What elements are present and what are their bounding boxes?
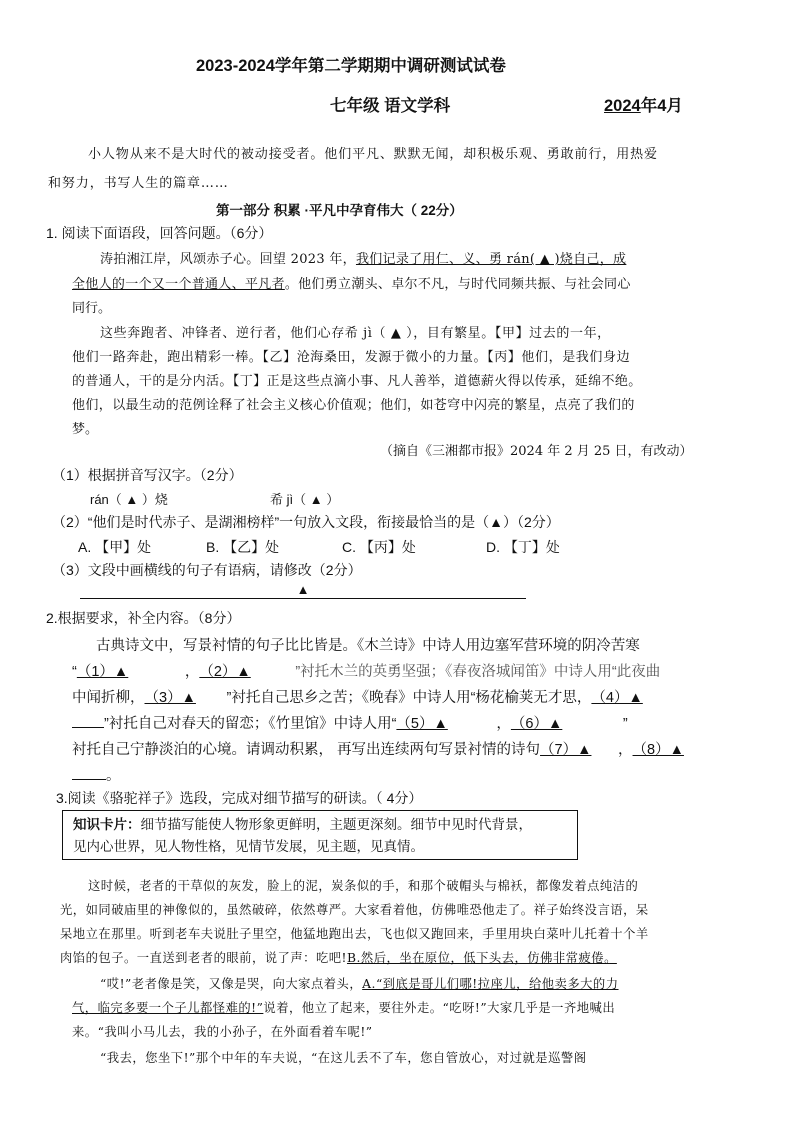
- q1-p2-line3: 的普通人，干的是分内活。【丁】正是这些点滴小事、凡人善举，道德薪火得以传承，延绵不绝。: [72, 374, 642, 389]
- q1-option-b: B. 【乙】处: [206, 539, 280, 555]
- q1-p2-line5: 梦。: [72, 422, 99, 437]
- q1-sub1: （1）根据拼音写汉字。（2分）: [52, 467, 243, 483]
- q1-p1-text2: 。他们勇立潮头、卓尔不凡，与时代同频共振、与社会同心: [284, 277, 631, 292]
- q2-line2: “（1）▲ ，（2）▲ ”衬托木兰的英勇坚强；《春夜洛城闻笛》中诗人用“此夜曲: [72, 660, 660, 681]
- q2-line3: [72, 686, 663, 707]
- q1-sub1-a: rán（ ▲ ）烧: [90, 492, 168, 507]
- q2-blank-1[interactable]: （1）▲: [76, 664, 129, 680]
- q3-t1-line4: [60, 948, 617, 966]
- part1-heading: 第一部分 积累 ·平凡中孕育伟大（ 22分）: [216, 203, 463, 218]
- q2-stem: 2.根据要求，补全内容。（8分）: [46, 610, 241, 626]
- knowledge-card-text1: 细节描写能使人物形象更鲜明，主题更深刻。细节中见时代背景，: [140, 817, 532, 832]
- q2-blank-8[interactable]: （8）▲: [632, 742, 684, 758]
- q2-blank-4[interactable]: （4）▲: [591, 690, 643, 706]
- intro-line-2: 和努力，书写人生的篇章……: [48, 176, 229, 191]
- q2-line4: ”衬托自己对春天的留恋；《竹里馆》中诗人用“（5）▲ ，（6）▲ ”: [72, 712, 628, 733]
- knowledge-card-line1: [73, 814, 567, 836]
- q2-line5-a: 衬托自己宁静淡泊的心境。请调动积累， 再写出连续两句写景衬情的诗句: [72, 742, 541, 758]
- q1-option-c: C. 【丙】处: [342, 539, 416, 555]
- q2-line5: 衬托自己宁静淡泊的心境。请调动积累， 再写出连续两句写景衬情的诗句（7）▲ ，（8）▲: [72, 738, 691, 759]
- q2-blank-7[interactable]: （7）▲: [540, 742, 592, 758]
- q3-sentence-a-cont: 气，临完多要一个子儿都怪难的!”: [72, 1001, 264, 1015]
- q3-t1-line4-a: 肉馅的包子。一直送到老者的眼前，说了声：吃吧!: [60, 951, 347, 965]
- q1-p2-line1: 这些奔跑者、冲锋者、逆行者，他们心存希 jì（ ▲ ），目有繁星。【甲】过去的一年，: [100, 326, 611, 341]
- q1-p1-line2: [72, 273, 631, 292]
- q1-p2-line2: 他们一路奔赴，跑出精彩一棒。【乙】沧海桑田，发源于微小的力量。【丙】他们，是我们身边: [72, 350, 631, 365]
- grade-subject: 七年级 语文学科: [330, 97, 451, 115]
- q3-t1-line3: 呆地立在那里。听到老车夫说肚子里空，他猛地跑出去，飞也似又跑回来，手里用块白菜叶儿托着十个羊: [60, 927, 649, 941]
- q2-blank-8-cont[interactable]: [72, 765, 106, 780]
- q2-line3-a: 中闻折柳，: [72, 690, 145, 706]
- q1-stem: 1. 阅读下面语段，回答问题。（6分）: [46, 225, 273, 241]
- q2-blank-4-cont[interactable]: [72, 713, 104, 728]
- q1-p1-text: 涛拍湘江岸，风颂赤子心。回望 2023 年，: [100, 252, 356, 267]
- q1-source: （摘自《三湘都市报》2024 年 2 月 25 日，有改动）: [380, 444, 693, 459]
- q1-p2-line4: 他们，以最生动的范例诠释了社会主义核心价值观；他们，如苍穹中闪亮的繁星，点亮了我们的: [72, 398, 635, 413]
- q3-t1-line2: 光，如同破庙里的神像似的，虽然破碎，依然尊严。大家看着他，仿佛唯恐他走了。祥子始终没言语，呆: [60, 903, 649, 917]
- q3-t2-line3: 来。“我叫小马儿去，我的小孙子，在外面看着车呢!”: [72, 1025, 373, 1039]
- q1-underlined-sentence-b: 全他人的一个又一个普通人、平凡者: [72, 277, 285, 292]
- q3-t2-line1: [100, 974, 619, 992]
- q2-blank-5[interactable]: （5）▲: [396, 716, 448, 732]
- q1-sub1-b: 希 jì（ ▲ ）: [270, 492, 340, 507]
- q3-sentence-a: A.“到底是哥儿们哪!拉座儿，给他卖多大的力: [362, 977, 619, 991]
- exam-title: 2023-2024学年第二学期期中调研测试试卷: [196, 57, 506, 75]
- q1-sub3-answer-line[interactable]: [80, 582, 526, 599]
- q3-t1-line1: 这时候，老者的干草似的灰发，脸上的泥，炭条似的手，和那个破帽头与棉袄，都像发着点纯洁的: [88, 879, 639, 893]
- q3-t2-line2-b: 说着，他立了起来，要往外走。“吃呀!”大家几乎是一齐地喊出: [263, 1001, 616, 1015]
- q2-line1: 古典诗文中，写景衬情的句子比比皆是。《木兰诗》中诗人用边塞军营环境的阴冷苦寒: [96, 638, 640, 654]
- q1-option-d: D. 【丁】处: [486, 539, 560, 555]
- q2-line6: 。: [72, 764, 121, 785]
- q1-underlined-sentence-a: 我们记录了用仁、义、勇 rán( ▲ )烧自己，成: [355, 252, 627, 267]
- q1-p1-line1: [100, 248, 626, 267]
- q3-sentence-b: B.然后，坐在原位，低下头去，仿佛非常疲倦。: [346, 951, 617, 965]
- answer-marker: ▲: [296, 582, 310, 597]
- q2-line2-text: ”衬托木兰的英勇坚强；《春夜洛城闻笛》中诗人用“此夜曲: [295, 664, 661, 680]
- date-rest: 年4月: [640, 97, 683, 115]
- q2-blank-6[interactable]: （6）▲: [510, 716, 563, 732]
- exam-date: [604, 92, 683, 116]
- q3-t3-line1: “我去，您坐下!”那个中年的车夫说，“在这儿丢不了车，您自管放心，对过就是巡警阁: [100, 1051, 587, 1065]
- q2-blank-2[interactable]: （2）▲: [199, 664, 251, 680]
- q1-option-a: A. 【甲】处: [78, 539, 152, 555]
- date-year: 2024: [604, 97, 641, 115]
- q1-p1-line3: 同行。: [72, 301, 112, 316]
- q1-sub3: （3）文段中画横线的句子有语病，请修改（2分）: [52, 562, 362, 578]
- knowledge-card-label: 知识卡片：: [73, 817, 141, 832]
- q2-line3-b: ”衬托自己思乡之苦；《晚春》中诗人用“杨花榆荚无才思，: [226, 690, 592, 706]
- q2-blank-3[interactable]: （3）▲: [144, 690, 196, 706]
- intro-line-1: 小人物从来不是大时代的被动接受者。他们平凡、默默无闻，却积极乐观、勇敢前行，用热爱: [88, 147, 658, 162]
- q3-t2-line1-a: “哎!”老者像是笑，又像是哭，向大家点着头，: [100, 977, 363, 991]
- knowledge-card: [62, 810, 578, 860]
- q2-line4-b: ”衬托自己对春天的留恋；《竹里馆》中诗人用“: [104, 716, 397, 732]
- q3-stem: 3.阅读《骆驼祥子》选段，完成对细节描写的研读。（ 4分）: [56, 790, 423, 806]
- q1-sub2: （2）“他们是时代赤子、是湖湘榜样”一句放入文段，衔接最恰当的是（▲）（2分）: [52, 514, 560, 530]
- knowledge-card-line2: 见内心世界，见人物性格，见情节发展，见主题，见真情。: [73, 839, 424, 854]
- q3-t2-line2: [72, 998, 615, 1016]
